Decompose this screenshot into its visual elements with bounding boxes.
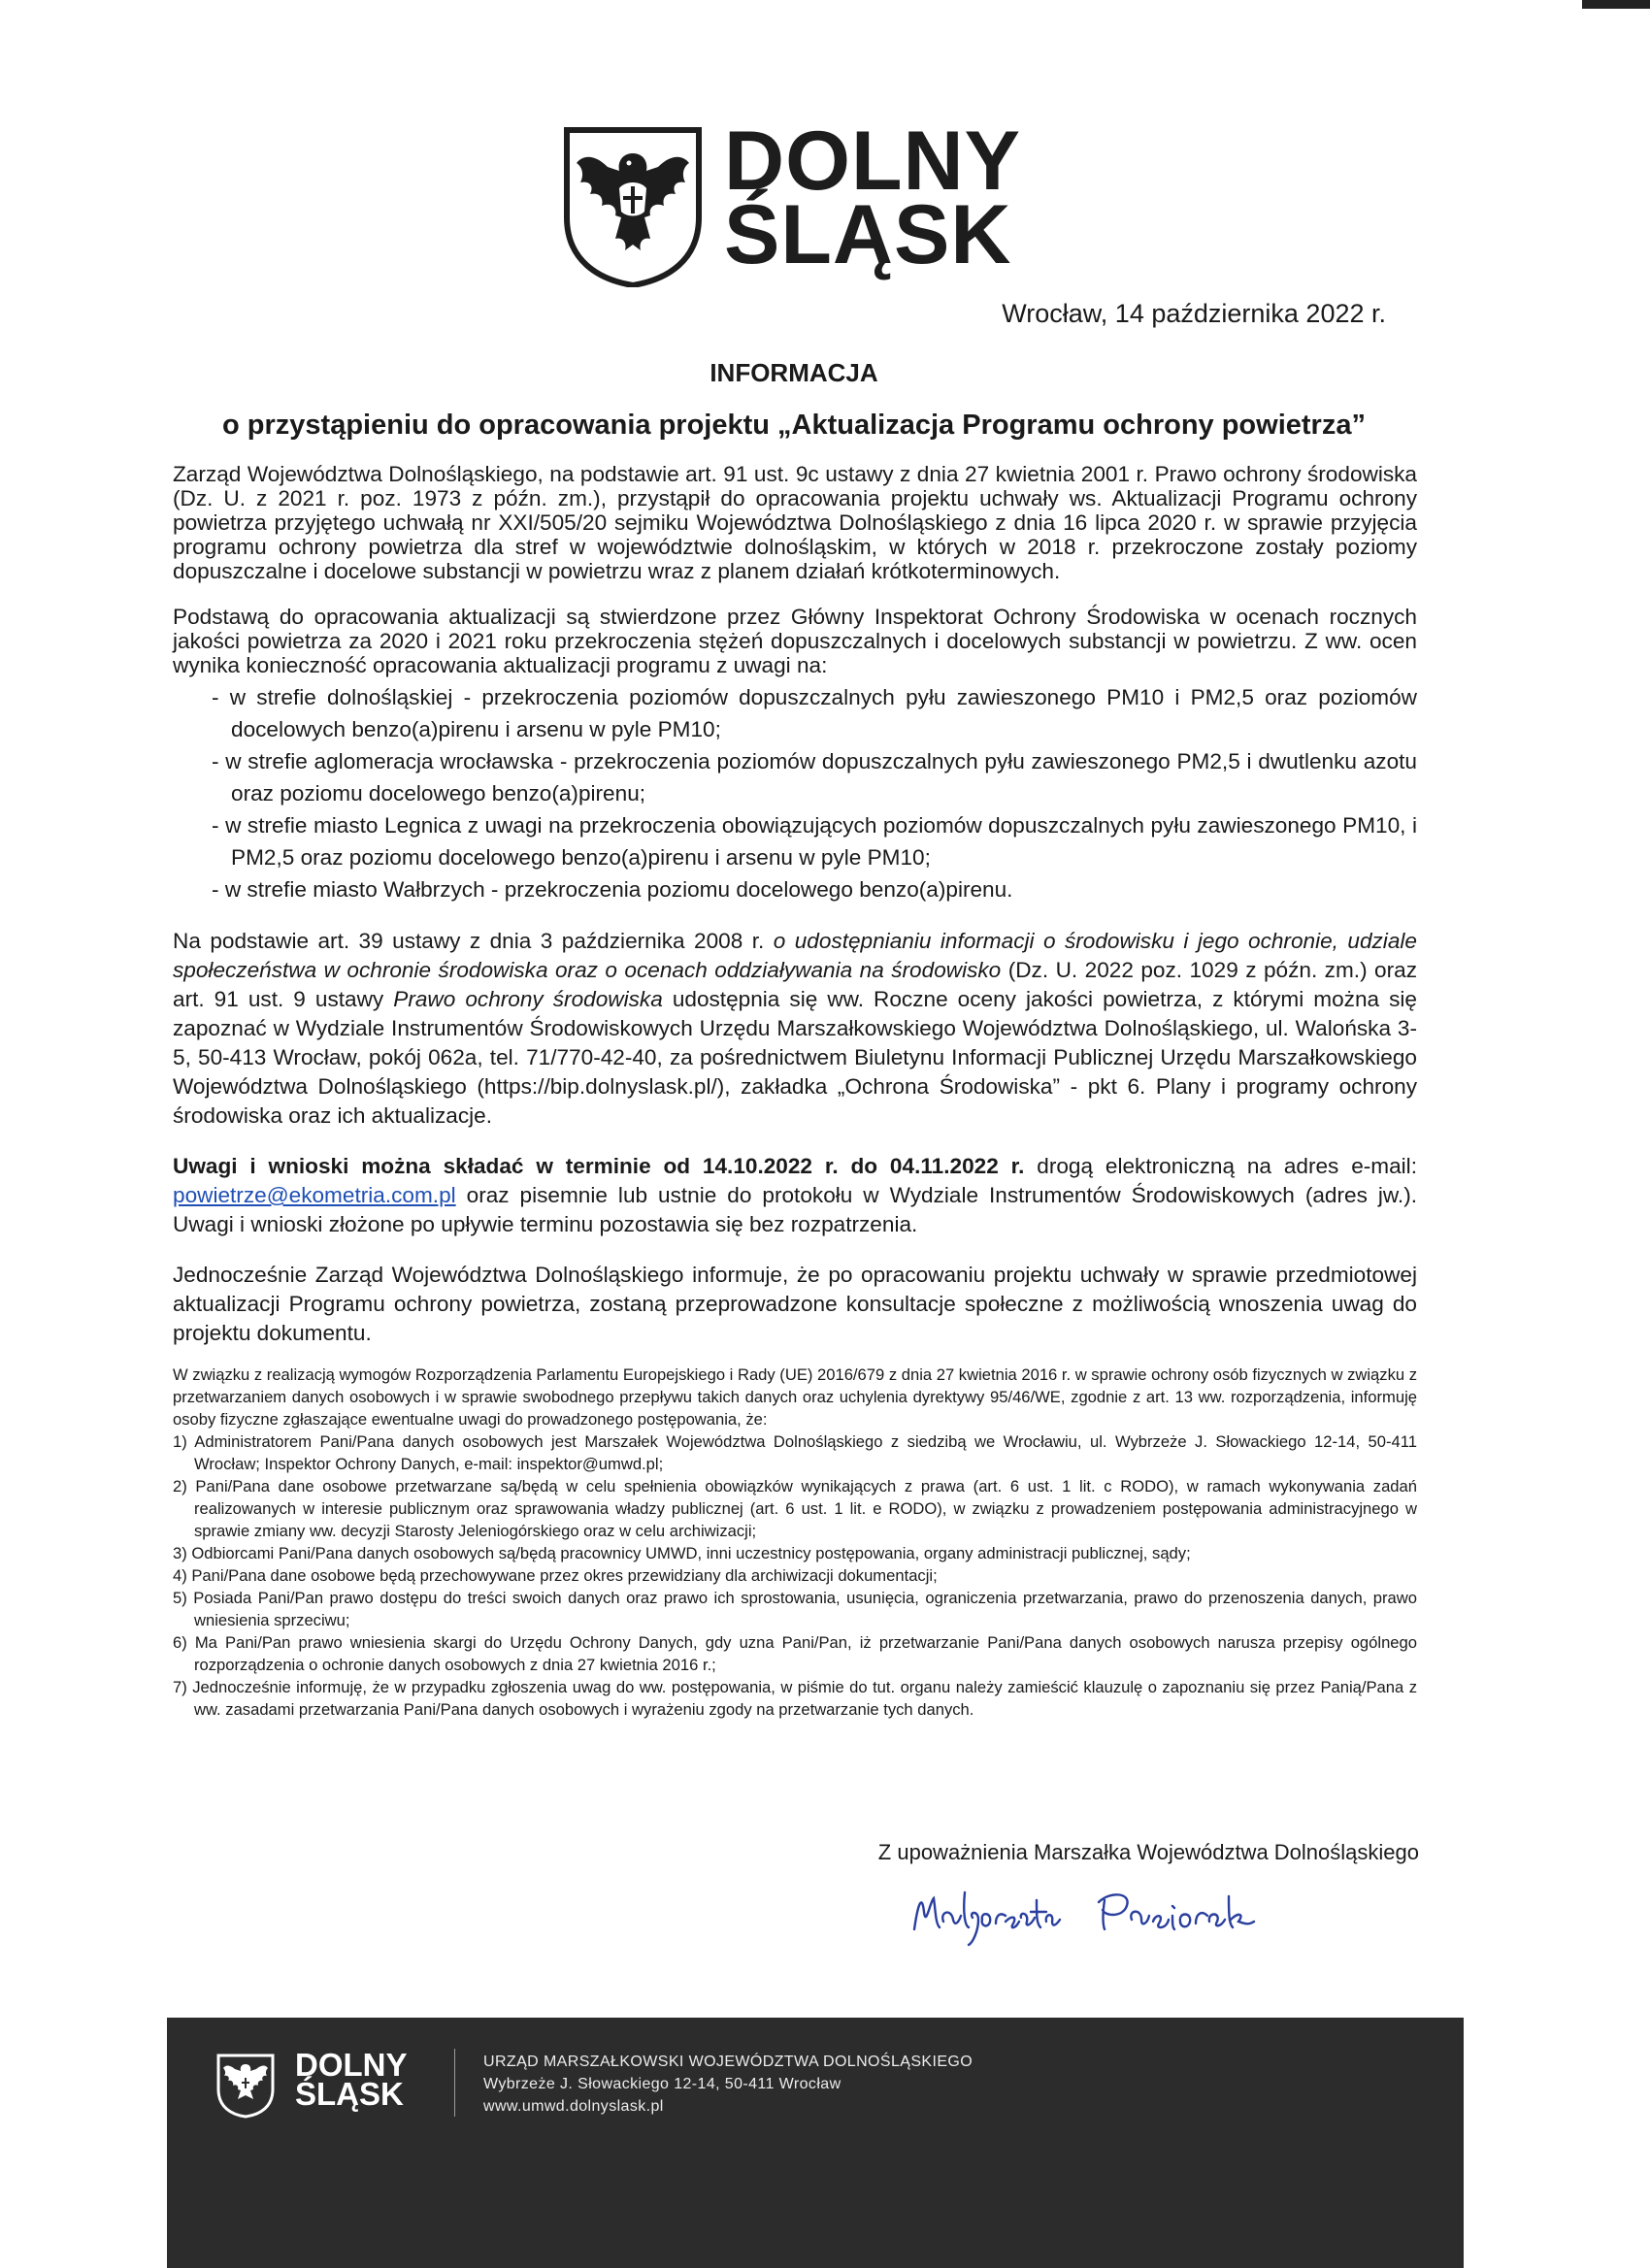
- p4-text-a: drogą elektroniczną na adres e-mail:: [1024, 1154, 1417, 1178]
- gdpr-item: 6) Ma Pani/Pan prawo wniesienia skargi do Urzędu Ochrony Danych, gdy uzna Pani/Pan, iż przetwarzanie Pani/Pana danych osobowych narusza przepisy ogólnego rozporządzenia o ochronie danych osobowych z dnia 27 kwietnia 2016 r.;: [173, 1633, 1417, 1674]
- p3-text-e: udostępnia się ww. Roczne oceny jakości powietrza, z którymi można się zapoznać w Wydziale Instrumentów Środowiskowych Urzędu Marszałkowskiego Województwa Dolnośląskiego, ul. Walońska 3-5, 50-413 Wrocław, pokój 062a, tel. 71/770-42-40, za pośrednictwem Biuletynu Informacji Publicznej Urzędu Marszałkowskiego Województwa Dolnośląskiego (https://bip.dolnyslask.pl/), zakładka „Ochrona Środowiska” - pkt 6. Plany i programy ochrony środowiska oraz ich aktualizacje.: [173, 987, 1418, 1128]
- eagle-crest-icon: [561, 124, 705, 287]
- p3-act-title: o udostępnianiu informacji o środowisku i jego ochronie, udziale społeczeństwa w ochronie środowiska oraz o ocenach oddziaływania na środowisko: [173, 929, 1417, 982]
- gdpr-item: 2) Pani/Pana dane osobowe przetwarzane są/będą w celu spełnienia obowiązków wynikających z prawa (art. 6 ust. 1 lit. c RODO), w ramach wykonywania zadań realizowanych w interesie publicznym oraz sprawowania władzy publicznej (art. 6 ust. 1 lit. e RODO), w związku z prowadzeniem postępowania administracyjnego w sprawie zmiany ww. decyzji Starosty Jeleniogórskiego oraz w celu archiwizacji;: [173, 1477, 1417, 1540]
- deadline-notice: Uwagi i wnioski można składać w terminie od 14.10.2022 r. do 04.11.2022 r.: [173, 1154, 1025, 1178]
- logo-wordmark: [724, 115, 1021, 281]
- footer-divider: [454, 2049, 455, 2117]
- list-item: - w strefie miasto Legnica z uwagi na przekroczenia obowiązujących poziomów dopuszczalnych pyłu zawieszonego PM10, i PM2,5 oraz poziomu docelowego benzo(a)pirenu i arsenu w pyle PM10;: [173, 809, 1417, 873]
- gdpr-item: 7) Jednocześnie informuję, że w przypadku zgłoszenia uwag do ww. postępowania, w piśmie do tut. organu należy zamieścić klauzulę o zapoznaniu się przez Panią/Pana z ww. zasadami przetwarzania Pani/Pana danych osobowych i wyrażeniu zgody na przetwarzanie tych danych.: [173, 1678, 1417, 1719]
- document-title: INFORMACJA: [710, 358, 878, 387]
- p3-text-c: (Dz. U. 2022 poz. 1029 z późn. zm.) oraz art. 91 ust. 9 ustawy: [173, 958, 1417, 1011]
- gdpr-list: [173, 1430, 1417, 1721]
- footer-website-link[interactable]: www.umwd.dolnyslask.pl: [483, 2098, 664, 2115]
- p3-act-name: Prawo ochrony środowiska: [393, 987, 663, 1011]
- gdpr-item: 4) Pani/Pana dane osobowe będą przechowywane przez okres przewidziany dla archiwizacji dokumentacji;: [173, 1566, 938, 1585]
- paragraph-5: Jednocześnie Zarząd Województwa Dolnośląskiego informuje, że po opracowaniu projektu uchwały w sprawie przedmiotowej aktualizacji Programu ochrony powietrza, zostaną przeprowadzone konsultacje społeczne z możliwością wnoszenia uwag do projektu dokumentu.: [173, 1263, 1417, 1345]
- footer-banner: [167, 2018, 1464, 2268]
- gdpr-item: 1) Administratorem Pani/Pana danych osobowych jest Marszałek Województwa Dolnośląskiego z siedzibą we Wrocławiu, ul. Wybrzeże J. Słowackiego 12-14, 50-411 Wrocław; Inspektor Ochrony Danych, e-mail: inspektor@umwd.pl;: [173, 1432, 1417, 1473]
- document-date: Wrocław, 14 października 2022 r.: [1002, 299, 1386, 328]
- handwritten-signature: [905, 1873, 1273, 1951]
- paragraph-3: [173, 927, 1417, 1131]
- gdpr-item: 3) Odbiorcami Pani/Pana danych osobowych są/będą pracownicy UMWD, inni uczestnicy postępowania, organy administracji publicznej, sądy;: [173, 1544, 1191, 1562]
- document-body: [173, 462, 1417, 1721]
- list-item: - w strefie aglomeracja wrocławska - przekroczenia poziomów dopuszczalnych pyłu zawieszonego PM2,5 i dwutlenku azotu oraz poziomu docelowego benzo(a)pirenu;: [173, 745, 1417, 809]
- gdpr-intro: W związku z realizacją wymogów Rozporządzenia Parlamentu Europejskiego i Rady (UE) 2016/679 z dnia 27 kwietnia 2016 r. w sprawie ochrony osób fizycznych w związku z przetwarzaniem danych osobowych i w sprawie swobodnego przepływu takich danych oraz uchylenia dyrektywy 95/46/WE, zgodnie z art. 13 ww. rozporządzenia, informuję osoby fizyczne zgłaszające ewentualne uwagi do prowadzonego postępowania, że:: [173, 1365, 1417, 1429]
- gdpr-item: 5) Posiada Pani/Pan prawo dostępu do treści swoich danych oraz prawo ich sprostowania, usunięcia, ograniczenia przetwarzania, prawo do przenoszenia danych, prawo wniesienia sprzeciwu;: [173, 1589, 1417, 1629]
- zones-list: [173, 681, 1417, 905]
- signature-authorization: Z upoważnienia Marszałka Województwa Dolnośląskiego: [877, 1840, 1419, 1864]
- footer-wordmark: [295, 2047, 408, 2112]
- list-item: - w strefie miasto Wałbrzych - przekroczenia poziomu docelowego benzo(a)pirenu.: [173, 873, 1417, 905]
- logo-line-1: DOLNY: [724, 115, 1021, 208]
- p3-text-a: Na podstawie art. 39 ustawy z dnia 3 października 2008 r.: [173, 929, 774, 953]
- footer-logo-line-2: ŚLĄSK: [295, 2076, 404, 2112]
- p4-text-b: oraz pisemnie lub ustnie do protokołu w Wydziale Instrumentów Środowiskowych (adres jw.). Uwagi i wnioski złożone po upływie terminu pozostawia się bez rozpatrzenia.: [173, 1183, 1417, 1236]
- footer-office-name: URZĄD MARSZAŁKOWSKI WOJEWÓDZTWA DOLNOŚLĄSKIEGO: [483, 2054, 974, 2070]
- paragraph-2: Podstawą do opracowania aktualizacji są stwierdzone przez Główny Inspektorat Ochrony Środowiska w ocenach rocznych jakości powietrza za 2020 i 2021 roku przekroczenia stężeń dopuszczalnych i docelowych substancji w powietrzu. Z ww. ocen wynika konieczność opracowania aktualizacji programu z uwagi na:: [173, 605, 1417, 677]
- footer-contact: [483, 2051, 973, 2118]
- email-link[interactable]: powietrze@ekometria.com.pl: [173, 1183, 456, 1207]
- footer-crest-icon: [215, 2053, 276, 2119]
- logo-line-2: ŚLĄSK: [724, 188, 1012, 281]
- paragraph-1: Zarząd Województwa Dolnośląskiego, na podstawie art. 91 ust. 9c ustawy z dnia 27 kwietnia 2001 r. Prawo ochrony środowiska (Dz. U. z 2021 r. poz. 1973 z późn. zm.), przystąpił do opracowania projektu uchwały ws. Aktualizacji Programu ochrony powietrza przyjętego uchwałą nr XXI/505/20 sejmiku Województwa Dolnośląskiego z dnia 16 lipca 2020 r. w sprawie przyjęcia programu ochrony powietrza dla stref w województwie dolnośląskim, w których w 2018 r. przekroczone zostały poziomy dopuszczalne i docelowe substancji w powietrzu wraz z planem działań krótkoterminowych.: [173, 462, 1417, 583]
- header-logo: [561, 115, 1021, 287]
- footer-logo-line-1: DOLNY: [295, 2047, 408, 2083]
- paragraph-4: [173, 1152, 1417, 1239]
- scan-edge: [1582, 0, 1650, 9]
- footer-address: Wybrzeże J. Słowackiego 12-14, 50-411 Wrocław: [483, 2076, 842, 2092]
- document-subtitle: o przystąpieniu do opracowania projektu „Aktualizacja Programu ochrony powietrza”: [222, 410, 1366, 441]
- list-item: - w strefie dolnośląskiej - przekroczenia poziomów dopuszczalnych pyłu zawieszonego PM10 i PM2,5 oraz poziomów docelowych benzo(a)pirenu i arsenu w pyle PM10;: [173, 681, 1417, 745]
